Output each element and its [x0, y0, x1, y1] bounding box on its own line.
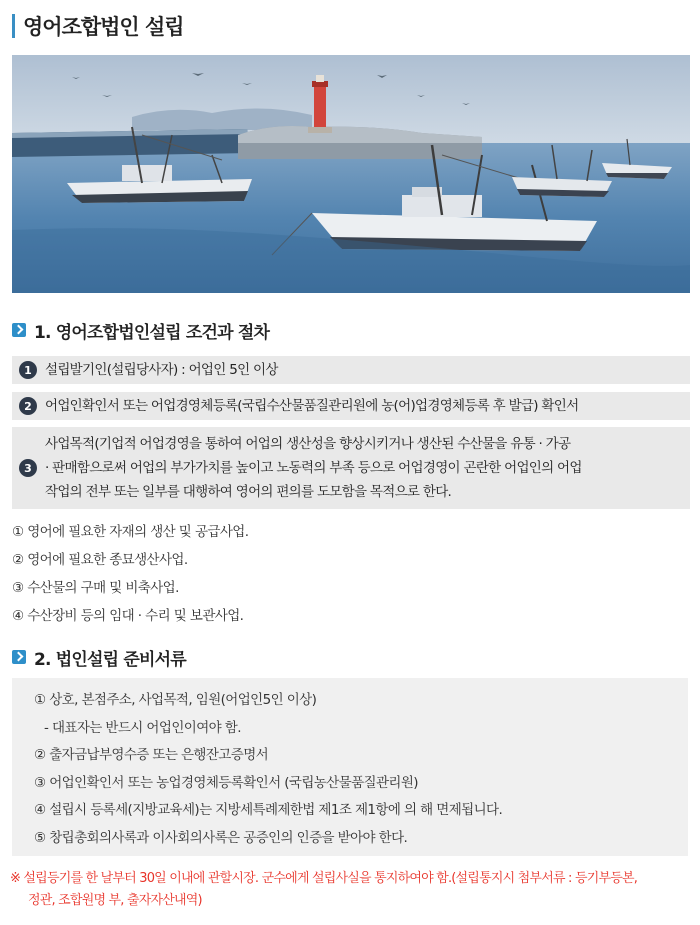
hero-image [12, 55, 690, 293]
list-item: ⑤ 창립총회의사록과 이사회의사록은 공증인의 인증을 받아야 한다. [34, 829, 408, 846]
condition-3-line-3: 작업의 전부 또는 일부를 대행하여 영어의 편의를 도모함을 목적으로 한다. [45, 484, 452, 500]
list-item: ① 영어에 필요한 자재의 생산 및 공급사업. [12, 524, 249, 540]
condition-text-2: 어업인확인서 또는 어업경영체등록(국립수산물품질관리원에 농(어)업경영체등록 후 발급) 확인서 [45, 398, 579, 414]
section1-title: 1. 영어조합법인설립 조건과 절차 [34, 322, 270, 343]
number-badge-2-icon: 2 [19, 397, 37, 415]
section2-title: 2. 법인설립 준비서류 [34, 649, 186, 670]
condition-3-line-1: 사업목적(기업적 어업경영을 통하여 어업의 생산성을 향상시키거나 생산된 수산물을 유통 · 가공 [45, 436, 571, 452]
condition-text-1: 설립발기인(설립당사자) : 어업인 5인 이상 [45, 362, 278, 378]
number-badge-1-icon: 1 [19, 361, 37, 379]
condition-item-3 [12, 427, 690, 509]
condition-text-3 [45, 432, 582, 504]
list-item: ④ 설립시 등록세(지방교육세)는 지방세특례제한법 제1조 제1항에 의 해 면제됩니다. [34, 802, 503, 818]
notice-line-1: ※ 설립등기를 한 날부터 30일 이내에 관할시장. 군수에게 설립사실을 통지하여야 함.(설립통지시 첨부서류 : 등기부등본, [10, 871, 638, 886]
required-documents-box [12, 678, 688, 856]
fishing-boats-photo [12, 55, 690, 293]
condition-item-1 [12, 356, 690, 384]
section1-header [12, 319, 269, 341]
purpose-list [12, 518, 248, 630]
list-item: - 대표자는 반드시 어업인이여야 함. [44, 719, 241, 736]
list-item: ① 상호, 본점주소, 사업목적, 임원(어업인5인 이상) [34, 692, 317, 708]
registration-notice [10, 868, 694, 912]
section2-header [12, 646, 186, 668]
page-header [12, 12, 184, 40]
chevron-right-icon [12, 650, 26, 664]
condition-3-line-2: · 판매함으로써 어업의 부가가치를 높이고 노동력의 부족 등으로 어업경영이 곤란한 어업인의 어업 [45, 460, 582, 476]
list-item: ② 영어에 필요한 종묘생산사업. [12, 552, 188, 568]
chevron-right-icon [12, 323, 26, 337]
notice-line-2: 정관, 조합원명 부, 출자자산내역) [28, 893, 202, 908]
list-item: ④ 수산장비 등의 임대 · 수리 및 보관사업. [12, 608, 244, 624]
title-accent-bar [12, 14, 15, 38]
condition-item-2 [12, 392, 690, 420]
list-item: ② 출자금납부영수증 또는 은행잔고증명서 [34, 747, 269, 763]
list-item: ③ 수산물의 구매 및 비축사업. [12, 580, 179, 596]
number-badge-3-icon: 3 [19, 459, 37, 477]
list-item: ③ 어업인확인서 또는 농업경영체등록확인서 (국립농산물품질관리원) [34, 774, 418, 791]
page-title: 영어조합법인 설립 [23, 15, 184, 39]
